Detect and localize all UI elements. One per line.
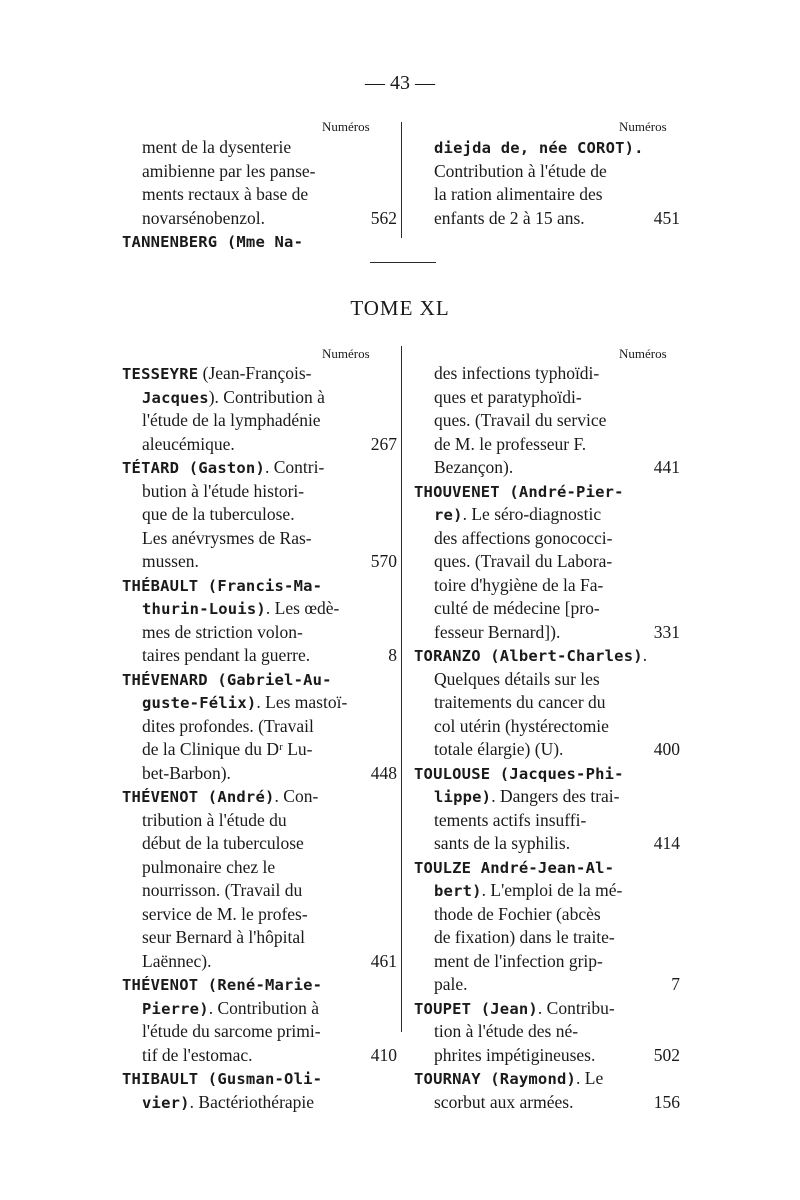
index-entry <box>414 644 680 762</box>
text-line <box>122 691 397 715</box>
text-line <box>122 668 397 692</box>
text-line <box>122 903 397 927</box>
text-line <box>122 456 397 480</box>
top-column-header-left: Numéros <box>322 119 370 134</box>
text-line <box>414 691 680 715</box>
entry-number: 8 <box>388 645 397 665</box>
text-line <box>414 456 680 480</box>
entry-number: 502 <box>653 1044 680 1065</box>
text-line <box>414 386 680 410</box>
entry-text: des infections typhoïdi- <box>434 363 600 383</box>
entry-text: . Les œdè- <box>265 598 340 618</box>
text-line <box>414 644 680 668</box>
text-line <box>414 597 680 621</box>
entry-text: thode de Fochier (abcès <box>434 903 601 924</box>
index-entry <box>414 480 680 645</box>
author-name: THÉVENOT (René-Marie- <box>122 976 323 994</box>
text-line <box>122 1020 397 1044</box>
entry-text: Bezançon). <box>434 457 514 477</box>
entry-text: . Contribu- <box>537 997 615 1018</box>
text-line <box>122 550 397 574</box>
entry-text: service de M. le profes- <box>142 903 308 924</box>
entry-text: début de la tuberculose <box>142 833 304 853</box>
entry-text: . Le séro-diagnostic <box>462 504 602 524</box>
entry-text: Contribution à l'étude de <box>434 160 607 181</box>
entry-text: de fixation) dans le traite- <box>434 927 615 947</box>
right-column <box>414 362 680 1114</box>
entry-text: ques. (Travail du service <box>434 410 607 430</box>
author-name: THÉBAULT (Francis-Ma- <box>122 576 323 595</box>
entry-text: ments rectaux à base de <box>142 184 309 204</box>
entry-text: de M. le professeur F. <box>434 433 587 454</box>
entry-text: ment de l'infection grip- <box>434 950 603 971</box>
text-line <box>122 409 397 433</box>
author-name: TOURNAY (Raymond) <box>414 1070 577 1088</box>
author-name: TESSEYRE <box>122 365 199 383</box>
entry-text: nourrisson. (Travail du <box>142 880 303 900</box>
entry-text: sants de la syphilis. <box>434 833 571 853</box>
entry-text: Les anévrysmes de Ras- <box>142 527 312 548</box>
entry-text: . Contribution à <box>208 997 320 1018</box>
entry-number: 267 <box>370 433 397 454</box>
entry-text: novarsénobenzol. <box>142 207 265 228</box>
entry-number: 331 <box>653 621 680 642</box>
author-name: lippe) <box>434 788 492 806</box>
entry-text: culté de médecine [pro- <box>434 598 600 618</box>
text-line <box>122 503 397 527</box>
entry-number: 448 <box>370 762 397 783</box>
entry-text: pale. <box>434 974 468 994</box>
entry-text: . L'emploi de la mé- <box>481 880 623 900</box>
author-name: TOUPET (Jean) <box>414 999 538 1018</box>
entry-text: la ration alimentaire des <box>434 184 603 204</box>
top-column-header-right: Numéros <box>619 119 667 134</box>
text-line <box>122 973 397 997</box>
index-entry <box>414 362 680 480</box>
entry-text: de la Clinique du Dʳ Lu- <box>142 739 313 759</box>
text-line <box>122 207 397 231</box>
text-line <box>122 1091 397 1115</box>
column-header-left: Numéros <box>322 346 370 361</box>
text-line <box>414 136 680 160</box>
text-line <box>414 879 680 903</box>
text-line <box>122 230 397 254</box>
index-entry <box>414 856 680 997</box>
author-name: TOULZE André-Jean-Al- <box>414 858 615 877</box>
author-name: diejda de, née COROT). <box>434 139 644 157</box>
entry-text: pulmonaire chez le <box>142 856 276 877</box>
text-line <box>414 668 680 692</box>
text-line <box>414 503 680 527</box>
top-column-divider <box>401 122 402 238</box>
entry-text: (Jean-François- <box>198 363 312 383</box>
entry-number: 7 <box>671 974 680 994</box>
entry-number: 156 <box>653 1091 680 1112</box>
text-line <box>122 832 397 856</box>
text-line <box>122 715 397 739</box>
page-number: — 43 — <box>365 72 435 94</box>
entry-text: . Les mastoï- <box>256 692 348 712</box>
entry-text: traitements du cancer du <box>434 692 606 712</box>
author-name: bert) <box>434 882 482 900</box>
text-line <box>414 926 680 950</box>
entry-number: 562 <box>370 207 397 228</box>
entry-text: bet-Barbon). <box>142 762 231 783</box>
index-entry <box>122 574 397 668</box>
entry-number: 441 <box>653 457 680 477</box>
text-line <box>414 433 680 457</box>
author-name: vier) <box>142 1093 190 1112</box>
index-entry <box>122 362 397 456</box>
index-entry <box>122 456 397 574</box>
entry-text: ques et paratyphoïdi- <box>434 386 582 407</box>
entry-number: 451 <box>653 207 680 228</box>
column-header-right: Numéros <box>619 346 667 361</box>
entry-text: phrites impétigineuses. <box>434 1044 596 1065</box>
text-line <box>414 973 680 997</box>
entry-text: tion à l'étude des né- <box>434 1021 579 1041</box>
entry-text: bution à l'étude histori- <box>142 480 305 501</box>
text-line <box>122 1044 397 1068</box>
entry-number: 414 <box>653 833 680 853</box>
entry-text: amibienne par les panse- <box>142 160 316 181</box>
text-line <box>122 950 397 974</box>
text-line <box>414 621 680 645</box>
text-line <box>122 386 397 410</box>
entry-text: enfants de 2 à 15 ans. <box>434 207 585 228</box>
entry-number: 570 <box>370 551 397 571</box>
text-line <box>414 738 680 762</box>
text-line <box>414 762 680 786</box>
author-name: THÉVENARD (Gabriel-Au- <box>122 670 332 689</box>
entry-number: 410 <box>370 1044 397 1065</box>
text-line <box>414 362 680 386</box>
entry-text: que de la tuberculose. <box>142 504 295 524</box>
entry-text: . Dangers des trai- <box>491 786 620 806</box>
entry-text: aleucémique. <box>142 433 235 454</box>
index-entry <box>122 973 397 1067</box>
top-right-entry <box>414 136 680 230</box>
index-entry <box>122 668 397 786</box>
text-line <box>122 527 397 551</box>
text-line <box>122 997 397 1021</box>
author-name: thurin-Louis) <box>142 600 266 618</box>
entry-text: . Bactériothérapie <box>189 1091 315 1112</box>
author-name: guste-Félix) <box>142 694 257 712</box>
text-line <box>122 433 397 457</box>
text-line <box>122 809 397 833</box>
text-line <box>414 409 680 433</box>
text-line <box>414 1091 680 1115</box>
text-line <box>414 550 680 574</box>
entry-text: . Con- <box>274 786 319 806</box>
entry-text: mes de striction volon- <box>142 621 303 642</box>
author-name: THIBAULT (Gusman-Oli- <box>122 1070 323 1088</box>
entry-text: ques. (Travail du Labora- <box>434 551 613 571</box>
text-line <box>122 785 397 809</box>
index-entry <box>122 1067 397 1114</box>
author-name: Jacques <box>142 388 209 407</box>
text-line <box>122 1067 397 1091</box>
entry-text: tements actifs insuffi- <box>434 809 587 830</box>
text-line <box>414 832 680 856</box>
entry-text: ). Contribution à <box>208 386 325 407</box>
entry-text: col utérin (hystérectomie <box>434 715 609 736</box>
author-name: TORANZO (Albert-Charles) <box>414 647 643 665</box>
author-name: TANNENBERG (Mme Na- <box>122 233 304 251</box>
index-entry <box>414 762 680 856</box>
text-line <box>414 785 680 809</box>
index-entry <box>414 1067 680 1114</box>
entry-text: des affections gonococci- <box>434 527 613 548</box>
text-line <box>122 621 397 645</box>
text-line <box>122 160 397 184</box>
text-line <box>414 903 680 927</box>
entry-text: . <box>642 645 648 665</box>
entry-text: ment de la dysenterie <box>142 137 292 157</box>
section-rule <box>370 262 436 263</box>
top-left-entry <box>122 136 397 254</box>
index-entry <box>414 997 680 1068</box>
entry-text: scorbut aux armées. <box>434 1091 574 1112</box>
text-line <box>414 574 680 598</box>
author-name: re) <box>434 506 463 524</box>
text-line <box>122 597 397 621</box>
text-line <box>122 762 397 786</box>
entry-number: 461 <box>370 950 397 971</box>
entry-text: . Le <box>576 1068 604 1088</box>
text-line <box>414 1044 680 1068</box>
text-line <box>414 715 680 739</box>
text-line <box>414 809 680 833</box>
entry-text: tribution à l'étude du <box>142 809 287 830</box>
entry-text: seur Bernard à l'hôpital <box>142 927 306 947</box>
author-name: THÉVENOT (André) <box>122 788 275 806</box>
entry-text: fesseur Bernard]). <box>434 621 561 642</box>
text-line <box>122 136 397 160</box>
text-line <box>414 480 680 504</box>
entry-text: totale élargie) (U). <box>434 739 564 759</box>
entry-text: tif de l'estomac. <box>142 1044 253 1065</box>
text-line <box>414 207 680 231</box>
left-column <box>122 362 397 1114</box>
tome-title: TOME XL <box>350 296 450 320</box>
index-entry <box>122 785 397 973</box>
text-line <box>122 879 397 903</box>
text-line <box>122 926 397 950</box>
text-line <box>122 644 397 668</box>
text-line <box>414 997 680 1021</box>
text-line <box>122 362 397 386</box>
author-name: TOULOUSE (Jacques-Phi- <box>414 764 624 783</box>
text-line <box>414 160 680 184</box>
text-line <box>414 527 680 551</box>
text-line <box>414 1020 680 1044</box>
entry-number: 400 <box>653 739 680 759</box>
author-name: Pierre) <box>142 999 209 1018</box>
text-line <box>414 1067 680 1091</box>
text-line <box>414 950 680 974</box>
text-line <box>122 856 397 880</box>
entry-text: l'étude du sarcome primi- <box>142 1021 321 1041</box>
text-line <box>122 574 397 598</box>
text-line <box>414 856 680 880</box>
text-line <box>122 480 397 504</box>
column-divider <box>401 346 402 1032</box>
author-name: THOUVENET (André-Pier- <box>414 482 624 501</box>
entry-text: taires pendant la guerre. <box>142 645 311 665</box>
text-line <box>414 183 680 207</box>
entry-text: Quelques détails sur les <box>434 668 600 689</box>
text-line <box>122 183 397 207</box>
author-name: TÉTARD (Gaston) <box>122 459 265 477</box>
entry-text: mussen. <box>142 551 199 571</box>
entry-text: dites profondes. (Travail <box>142 715 314 736</box>
entry-text: . Contri- <box>264 457 325 477</box>
text-line <box>122 738 397 762</box>
entry-text: l'étude de la lymphadénie <box>142 410 321 430</box>
entry-text: toire d'hygiène de la Fa- <box>434 574 604 595</box>
entry-text: Laënnec). <box>142 950 212 971</box>
